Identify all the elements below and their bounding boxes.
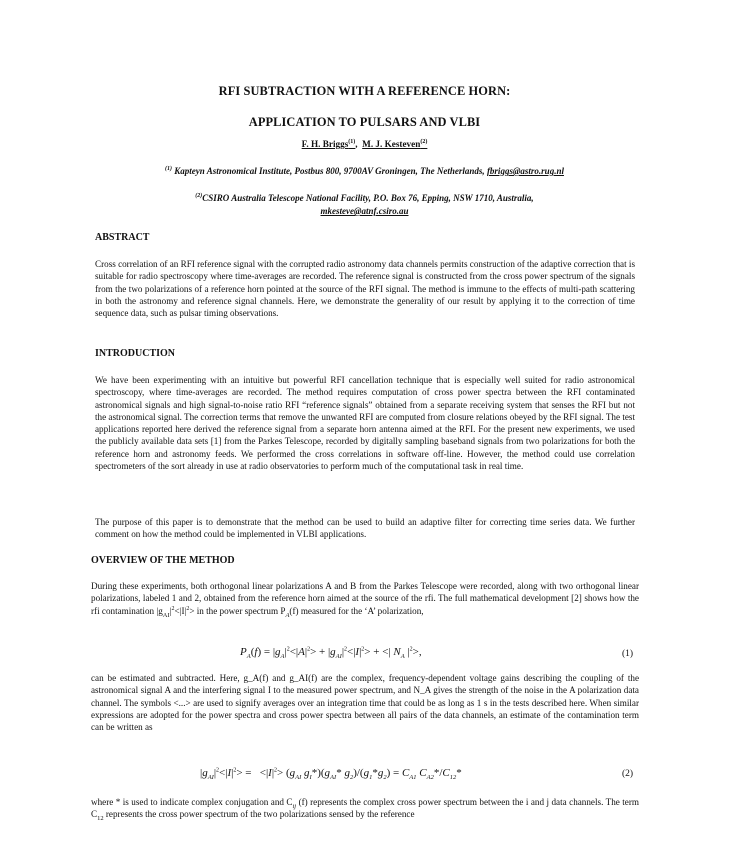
author-separator: , [355,139,358,149]
title-line-1: RFI SUBTRACTION WITH A REFERENCE HORN: [218,84,511,98]
affiliation-1: $^{(1)}$ Kapteyn Astronomical Institute, Postbus 800, 9700AV Groningen, The Netherlands, fbriggs@astro.rug.nl [165,166,564,176]
equation-2: $|g_{AI}|^2<|I|^2> = <|I|^2> (g_{AI}$ $g_I*)(g_{AI}*$ $g_2)/(g_1*g_2) = C_{A1}$ $C_{A2}*/C_{12}*$ [200,767,462,782]
abstract-heading: ABSTRACT [95,232,150,243]
overview-paragraph-2: can be estimated and subtracted. Here, g_A(f) and g_AI(f) are the complex, frequency-dependent voltage gains describing the coupling of the astronomical signal A and the interfering signal I to the measured power spectrum, and N_A gives the strength of the noise in the A polarization data channel. The symbols <...> are used to signify averages over an integration time that could be as long as 1 s in the tests described here. When similar expressions are adopted for the power spectra and cross power spectra between all pairs of the data channels, an estimate of the contamination term can be written as [91,673,639,733]
title-line-2: APPLICATION TO PULSARS AND VLBI [248,115,481,129]
introduction-heading: INTRODUCTION [95,348,176,359]
author-list [0,139,729,149]
equation-1: $P_A(f) = |g_A|^2<|A|^2> + |g_{AI}|^2<|I|^2>$ + <| $N_A$ $|^2>$, [240,646,422,661]
overview-paragraph-1: During these experiments, both orthogonal linear polarizations A and B from the Parkes Telescope were recorded, along with two orthogonal linear polarizations, labeled 1 and 2, obtained from the reference horn aimed at the source of the rfi. The full mathematical development [2] shows how the rfi contamination $|g_{AI}|^2<|I|^2>$ in the power spectrum $P_A(f)$ measured for the ‘A’ polarization, [91,581,639,619]
author-2: M. J. Kesteven$^{(2)}$ [362,138,428,149]
introduction-paragraph-2: The purpose of this paper is to demonstrate that the method can be used to build an adaptive filter for correcting time series data. We further comment on how the method could be implemented in VLBI applications. [95,517,635,540]
email-link-2[interactable]: mkesteve@atnf.csiro.au [320,206,409,216]
introduction-paragraph-1: We have been experimenting with an intuitive but powerful RFI cancellation technique that is especially well suited for radio astronomical spectroscopy, where time-averages are recorded. The method requires computation of cross power spectra between the RFI contaminated astronomical signals and high signal-to-noise ratio RFI “reference signals” obtained from a separate receiving system that senses the RFI but not the astronomical signal. The correction terms that remove the unwanted RFI are computed from closure relations obeyed by the RFI signal. The test applications reported here derived the reference signal from a separate horn antenna aimed at the RFI. For the present new experiments, we used the publicly available data sets [1] from the Parkes Telescope, recorded by digitally sampling baseband signals from two polarizations for both the reference horn and astronomy feeds. We performed the cross correlations in software off-line. However, the method could use correlation spectrometers of the sort already in use at radio observatories to perform much of the computational task in real time. [95,375,635,472]
equation-2-number: (2) [622,769,634,779]
affiliation-2: $^{(2)}$CSIRO Australia Telescope National Facility, P.O. Box 76, Epping, NSW 1710, Australia, mkesteve@atnf.csiro.au [195,193,534,216]
author-1: F. H. Briggs$^{(1)}$ [301,138,356,149]
overview-paragraph-3: where * is used to indicate complex conjugation and $C_{ij}$ (f) represents the complex cross power spectrum between the i and j data channels. The term $C_{12}$ represents the cross power spectrum of the two polarizations sensed by the reference [91,797,639,823]
overview-heading: OVERVIEW OF THE METHOD [91,555,235,566]
abstract-body: Cross correlation of an RFI reference signal with the corrupted radio astronomy data channels permits construction of the adaptive correction that is suitable for radio spectroscopy where time-averages are recorded. The reference signal is constructed from the cross power spectrum of the signals from the two polarizations of a reference horn pointed at the source of the RFI signal. The method is immune to the effects of multi-path scattering in both the astronomy and reference signal channels. Here, we demonstrate the generality of our result by applying it to the correction of time sequence data, such as pulsar timing observations. [95,259,635,319]
equation-1-number: (1) [622,649,634,659]
email-link-1[interactable]: fbriggs@astro.rug.nl [486,166,564,176]
